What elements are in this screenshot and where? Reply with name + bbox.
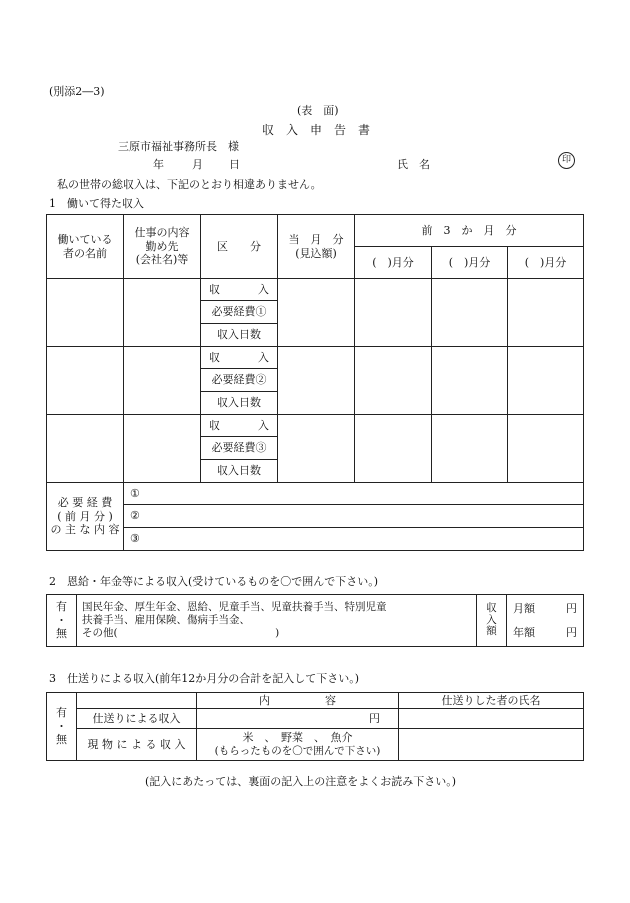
section3-title: 3 仕送りによる収入(前年12か月分の合計を記入して下さい。) — [49, 672, 360, 685]
worker-name-cell-1[interactable] — [47, 279, 124, 347]
pension-yes-no[interactable]: 有 ・ 無 — [47, 595, 77, 647]
month3-cell-1[interactable] — [508, 279, 584, 347]
goods-sender-cell[interactable] — [399, 729, 584, 761]
year-label: 年 — [153, 158, 164, 171]
pension-types[interactable]: 国民年金、厚生年金、恩給、児童手当、児童扶養手当、特別児童 扶養手当、雇用保険、傷病手当金、 その他( ) — [77, 595, 477, 647]
job-cell-2[interactable] — [124, 347, 201, 415]
month2-cell-2[interactable] — [432, 347, 508, 415]
current-month-cell-1[interactable] — [278, 279, 355, 347]
remittance-yes-no[interactable]: 有 ・ 無 — [47, 693, 77, 761]
cash-yen: 円 — [369, 711, 380, 725]
row-label-expense-3: 必要経費③ — [201, 437, 278, 460]
goods-remittance-label: 現 物 に よ る 収 入 — [77, 729, 197, 761]
monthly-label: 月額 — [513, 601, 535, 615]
row-label-expense-1: 必要経費① — [201, 301, 278, 324]
seal-mark: 印 — [558, 152, 575, 169]
row-label-days-3: 収入日数 — [201, 460, 278, 483]
current-month-cell-3[interactable] — [278, 415, 355, 483]
amount-values[interactable] — [507, 595, 584, 647]
monthly-yen: 円 — [566, 601, 577, 615]
header-job: 仕事の内容 勤め先 (会社名)等 — [124, 215, 201, 279]
row-label-income-1: 収 入 — [201, 279, 278, 301]
header-month-col-1: ( )月分 — [355, 247, 432, 279]
side-label: (表 面) — [297, 104, 339, 117]
header-worker-name: 働いている 者の名前 — [47, 215, 124, 279]
month1-cell-3[interactable] — [355, 415, 432, 483]
expense-detail-2[interactable]: ② — [124, 505, 584, 528]
page-title: 収 入 申 告 書 — [262, 123, 371, 137]
job-cell-1[interactable] — [124, 279, 201, 347]
footer-note: (記入にあたっては、裏面の記入上の注意をよくお読み下さい。) — [145, 775, 457, 788]
yearly-yen: 円 — [566, 625, 577, 639]
month2-cell-1[interactable] — [432, 279, 508, 347]
header-category: 区 分 — [201, 215, 278, 279]
month1-cell-2[interactable] — [355, 347, 432, 415]
header-current-month: 当 月 分 (見込額) — [278, 215, 355, 279]
row-label-income-3: 収 入 — [201, 415, 278, 437]
cash-remittance-amount[interactable] — [197, 709, 399, 729]
work-income-table — [46, 214, 584, 551]
month1-cell-1[interactable] — [355, 279, 432, 347]
goods-remittance-items[interactable]: 米 、 野菜 、 魚介 (もらったものを〇で囲んで下さい) — [197, 729, 399, 761]
expense-detail-3[interactable]: ③ — [124, 528, 584, 551]
remittance-income-table — [46, 692, 584, 761]
month3-cell-2[interactable] — [508, 347, 584, 415]
yearly-label: 年額 — [513, 625, 535, 639]
expense-detail-1[interactable]: ① — [124, 483, 584, 505]
header-month-col-3: ( )月分 — [508, 247, 584, 279]
header-prev-3-months: 前 3 か 月 分 — [355, 215, 584, 247]
sender-header: 仕送りした者の氏名 — [399, 693, 584, 709]
content-header: 内 容 — [197, 693, 399, 709]
section1-title: 1 働いて得た収入 — [49, 197, 144, 210]
row-label-income-2: 収 入 — [201, 347, 278, 369]
day-label: 日 — [229, 158, 240, 171]
addressee: 三原市福祉事務所長 様 — [118, 140, 239, 153]
worker-name-cell-2[interactable] — [47, 347, 124, 415]
section2-title: 2 恩給・年金等による収入(受けているものを〇で囲んで下さい。) — [49, 575, 379, 588]
row-label-days-2: 収入日数 — [201, 392, 278, 415]
worker-name-cell-3[interactable] — [47, 415, 124, 483]
blank-header-cell — [77, 693, 197, 709]
month2-cell-3[interactable] — [432, 415, 508, 483]
amount-label: 収 入 額 — [477, 595, 507, 647]
pension-income-table — [46, 594, 584, 647]
month-label: 月 — [192, 158, 203, 171]
current-month-cell-2[interactable] — [278, 347, 355, 415]
cash-remittance-label: 仕送りによる収入 — [77, 709, 197, 729]
cash-sender-cell[interactable] — [399, 709, 584, 729]
job-cell-3[interactable] — [124, 415, 201, 483]
row-label-expense-2: 必要経費② — [201, 369, 278, 392]
name-label: 氏 名 — [397, 158, 430, 171]
row-label-days-1: 収入日数 — [201, 324, 278, 347]
attachment-label: (別添2―3) — [49, 85, 105, 98]
header-month-col-2: ( )月分 — [432, 247, 508, 279]
month3-cell-3[interactable] — [508, 415, 584, 483]
declaration: 私の世帯の総収入は、下記のとおり相違ありません。 — [57, 178, 322, 191]
expenses-label: 必 要 経 費 ( 前 月 分 ) の 主 な 内 容 — [47, 483, 124, 551]
